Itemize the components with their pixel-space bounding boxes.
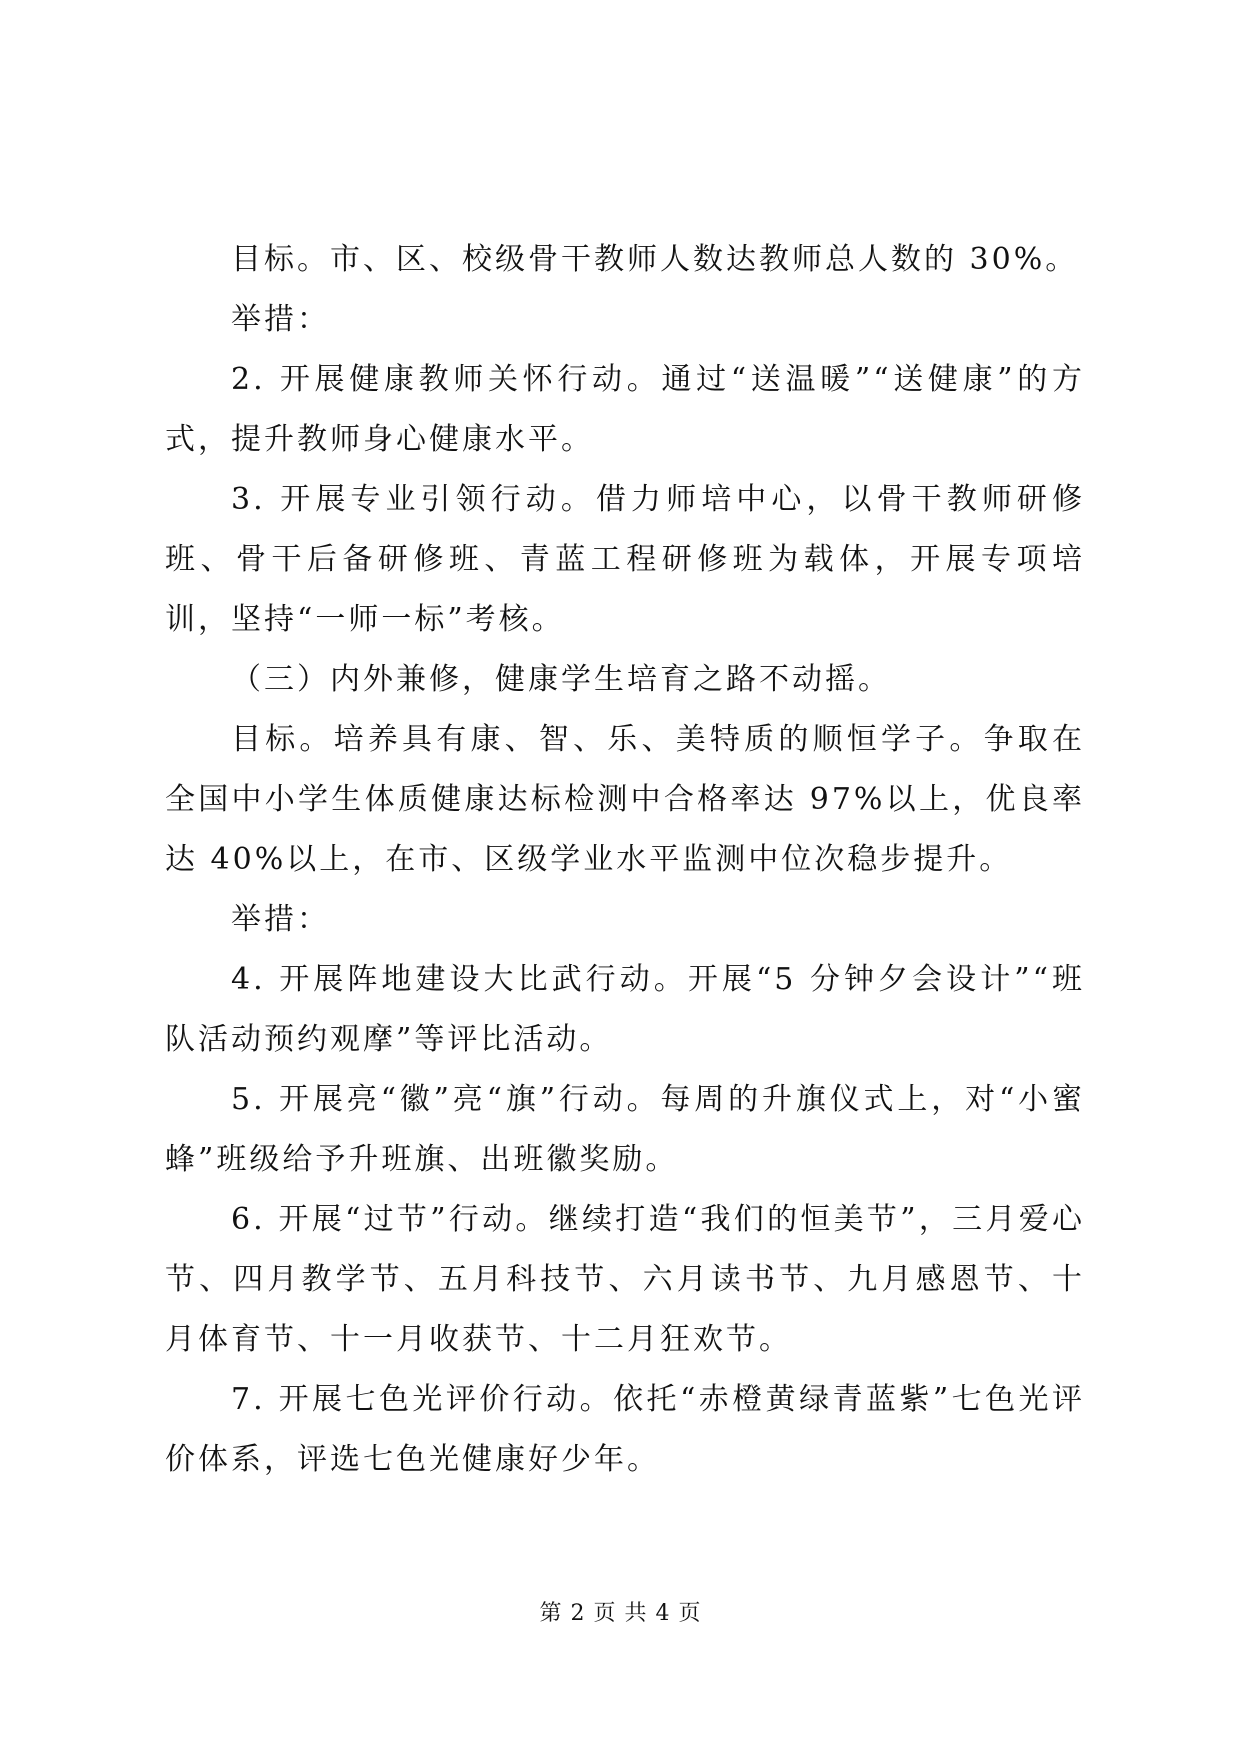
section-heading-3: （三）内外兼修，健康学生培育之路不动摇。	[231, 662, 891, 697]
paragraph-item-5: 5. 开展亮“徽”亮“旗”行动。每周的升旗仪式上，对“小蜜蜂”班级给予升班旗、出班徽奖励。	[165, 1082, 1085, 1177]
paragraph-item-3: 3. 开展专业引领行动。借力师培中心，以骨干教师研修班、骨干后备研修班、青蓝工程研修班为载体，开展专项培训，坚持“一师一标”考核。	[165, 482, 1085, 637]
page-footer: 第 2 页 共 4 页	[539, 1601, 702, 1626]
paragraph-item-7: 7. 开展七色光评价行动。依托“赤橙黄绿青蓝紫”七色光评价体系，评选七色光健康好少年。	[165, 1382, 1085, 1477]
paragraph-measures-heading: 举措：	[231, 302, 330, 337]
paragraph-measures-heading-2: 举措：	[231, 902, 330, 937]
document-body	[165, 230, 1085, 1490]
paragraph-student-goal: 目标。培养具有康、智、乐、美特质的顺恒学子。争取在全国中小学生体质健康达标检测中合格率达 97%以上，优良率达 40%以上，在市、区级学业水平监测中位次稳步提升。	[165, 722, 1085, 877]
paragraph-item-4: 4. 开展阵地建设大比武行动。开展“5 分钟夕会设计”“班队活动预约观摩”等评比活动。	[165, 962, 1085, 1057]
paragraph-item-6: 6. 开展“过节”行动。继续打造“我们的恒美节”，三月爱心节、四月教学节、五月科技节、六月读书节、九月感恩节、十月体育节、十一月收获节、十二月狂欢节。	[165, 1202, 1085, 1357]
paragraph-item-2: 2. 开展健康教师关怀行动。通过“送温暖”“送健康”的方式，提升教师身心健康水平。	[165, 362, 1085, 457]
paragraph-teacher-goal: 目标。市、区、校级骨干教师人数达教师总人数的 30%。	[231, 242, 1079, 277]
